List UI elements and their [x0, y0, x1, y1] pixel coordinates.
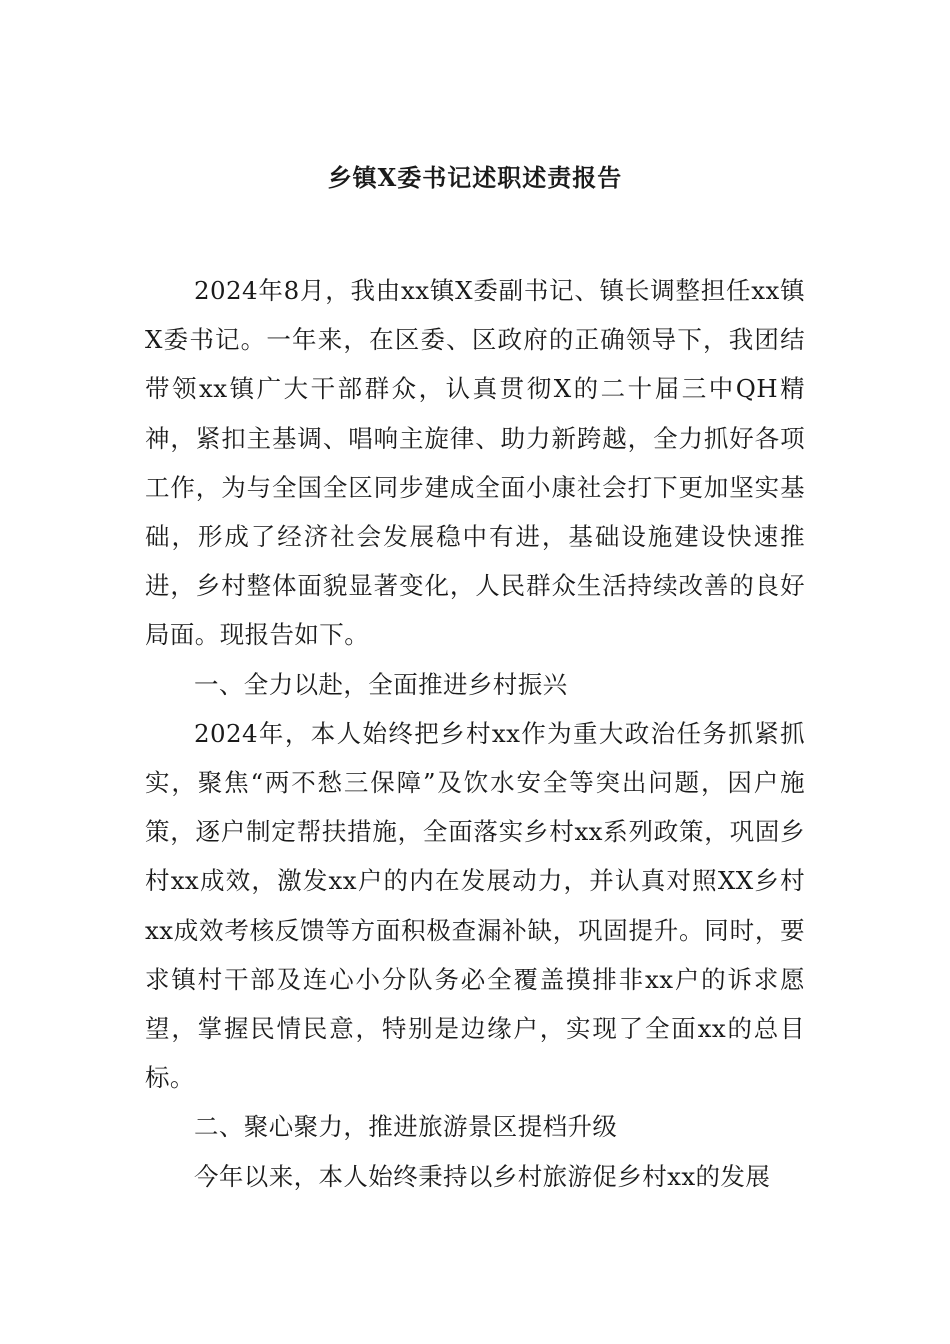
- document-title: 乡镇X委书记述职述责报告: [327, 163, 623, 192]
- section-heading-2: 二、聚心聚力，推进旅游景区提档升级: [194, 1112, 618, 1142]
- section-1-paragraph: 2024年，本人始终把乡村xx作为重大政治任务抓紧抓实，聚焦“两不愁三保障”及饮水安全等突出问题，因户施策，逐户制定帮扶措施，全面落实乡村xx系列政策，巩固乡村xx成效，激发xx户的内在发展动力，并认真对照XX乡村xx成效考核反馈等方面积极查漏补缺，巩固提升。同时，要求镇村干部及连心小分队务必全覆盖摸排非xx户的诉求愿望，掌握民情民意，特别是边缘户，实现了全面xx的总目标。: [145, 718, 805, 1093]
- section-2-paragraph: 今年以来，本人始终秉持以乡村旅游促乡村xx的发展: [194, 1161, 771, 1191]
- document-body: [145, 266, 805, 1201]
- intro-paragraph: 2024年8月，我由xx镇X委副书记、镇长调整担任xx镇X委书记。一年来，在区委、区政府的正确领导下，我团结带领xx镇广大干部群众，认真贯彻X的二十届三中QH精神，紧扣主基调、唱响主旋律、助力新跨越，全力抓好各项工作，为与全国全区同步建成全面小康社会打下更加坚实基础，形成了经济社会发展稳中有进，基础设施建设快速推进，乡村整体面貌显著变化，人民群众生活持续改善的良好局面。现报告如下。: [145, 276, 805, 650]
- section-heading-1: 一、全力以赴，全面推进乡村振兴: [194, 669, 568, 699]
